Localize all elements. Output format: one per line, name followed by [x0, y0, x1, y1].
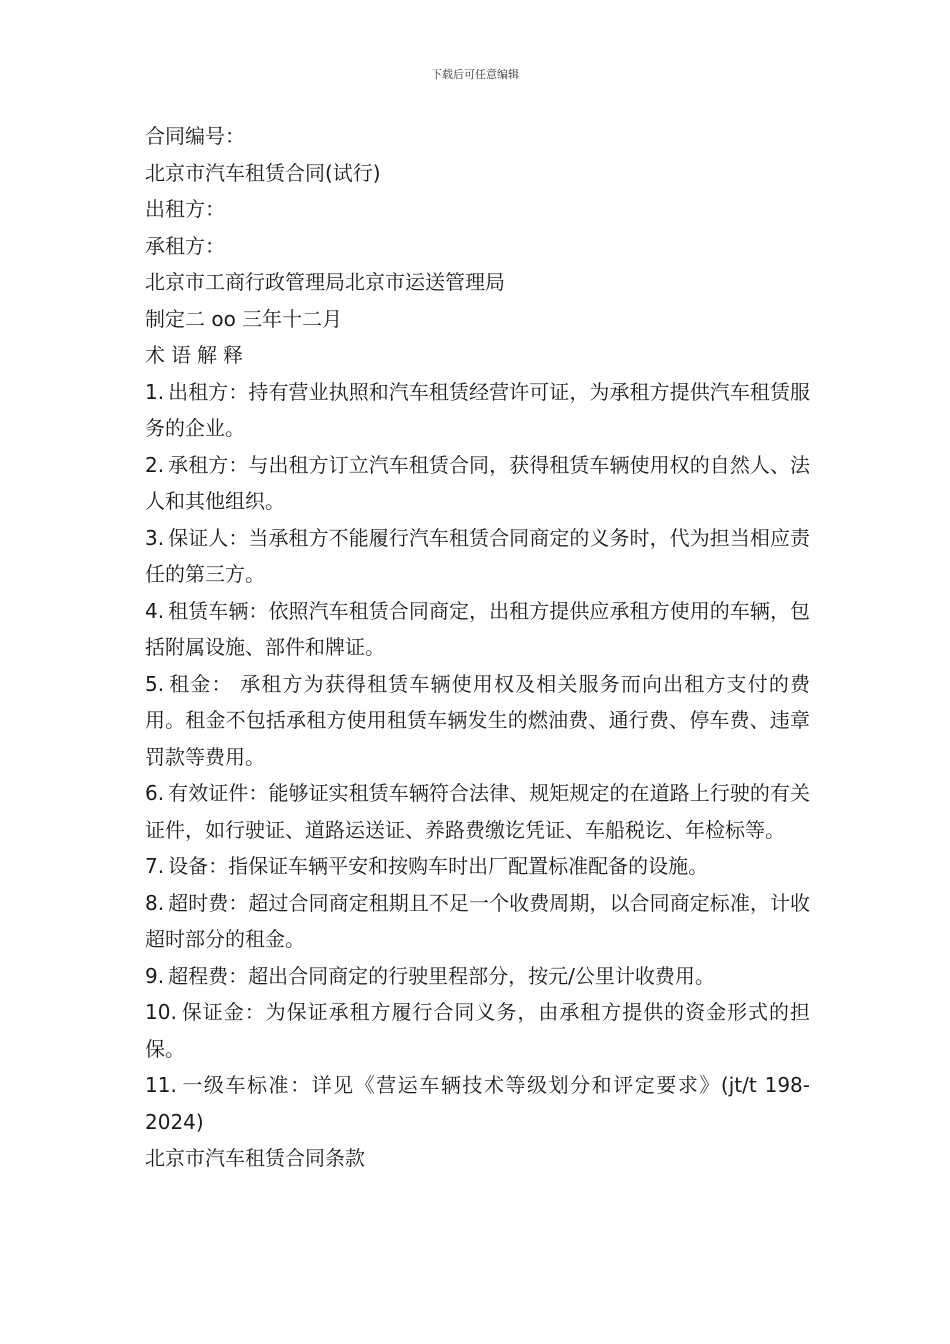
term-text: 出租方：持有营业执照和汽车租赁经营许可证，为承租方提供汽车租赁服务的企业。 [145, 379, 810, 440]
term-number: 5. [145, 671, 165, 696]
term-number: 3. [145, 525, 165, 550]
term-item [145, 1067, 810, 1140]
lessor-label: 出租方： [145, 197, 225, 221]
term-text: 承租方：与出租方订立汽车租赁合同，获得租赁车辆使用权的自然人、法人和其他组织。 [145, 452, 810, 513]
term-text: 设备：指保证车辆平安和按购车时出厂配置标准配备的设施。 [168, 854, 709, 878]
term-text: 有效证件：能够证实租赁车辆符合法律、规矩规定的在道路上行驶的有关证件，如行驶证、道路运送证、养路费缴讫凭证、车船税讫、年检标等。 [145, 781, 810, 842]
term-text: 超程费：超出合同商定的行驶里程部分，按元/公里计收费用。 [168, 963, 715, 988]
term-item [145, 447, 810, 520]
issue-date: 制定二 oo 三年十二月 [145, 306, 343, 331]
term-number: 6. [145, 781, 165, 805]
term-text: 租赁车辆：依照汽车租赁合同商定，出租方提供应承租方使用的车辆，包括附属设施、部件和牌证。 [145, 598, 810, 659]
clauses-heading: 北京市汽车租赁合同条款 [145, 1146, 365, 1170]
page-header-note: 下载后可任意编辑 [431, 68, 519, 81]
term-number: 1. [145, 379, 165, 404]
term-number: 8. [145, 890, 165, 915]
contract-number-label: 合同编号： [145, 124, 245, 148]
contract-title: 北京市汽车租赁合同(试行) [145, 160, 381, 185]
lessee-label: 承租方： [145, 233, 225, 258]
term-item [145, 775, 810, 848]
terms-list [145, 374, 810, 1141]
term-item [145, 666, 810, 776]
term-text: 保证金：为保证承租方履行合同义务，由承租方提供的资金形式的担保。 [145, 1000, 810, 1061]
term-number: 4. [145, 598, 165, 623]
term-item [145, 848, 810, 885]
document-body [145, 118, 810, 1177]
term-item [145, 885, 810, 958]
term-item [145, 958, 810, 995]
term-text: 租金： 承租方为获得租赁车辆使用权及相关服务而向出租方支付的费用。租金不包括承租方使用租赁车辆发生的燃油费、通行费、停车费、违章罚款等费用。 [145, 671, 810, 769]
term-number: 11. [145, 1073, 177, 1097]
term-item [145, 994, 810, 1067]
term-text: 一级车标准：详见《营运车辆技术等级划分和评定要求》(jt/t 198-2024) [145, 1073, 810, 1134]
term-item [145, 520, 810, 593]
term-item [145, 374, 810, 447]
term-number: 10. [145, 1000, 177, 1024]
term-text: 超时费：超过合同商定租期且不足一个收费周期，以合同商定标准，计收超时部分的租金。 [145, 890, 810, 951]
term-item [145, 593, 810, 666]
term-number: 9. [145, 963, 165, 988]
term-number: 7. [145, 854, 165, 878]
issuing-authorities: 北京市工商行政管理局北京市运送管理局 [145, 270, 505, 294]
terms-heading: 术语解释 [145, 343, 249, 367]
term-text: 保证人：当承租方不能履行汽车租赁合同商定的义务时，代为担当相应责任的第三方。 [145, 525, 810, 586]
term-number: 2. [145, 452, 165, 477]
